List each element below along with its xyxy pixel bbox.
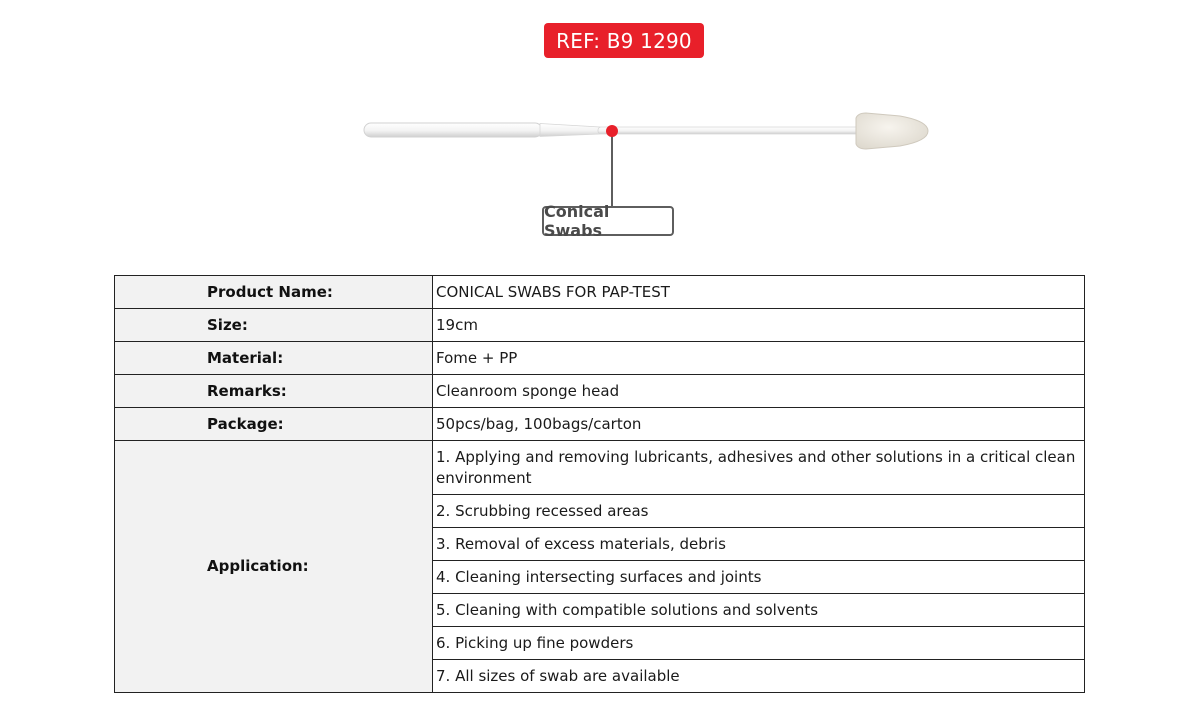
remarks-value: Cleanroom sponge head <box>433 375 1085 408</box>
package-value: 50pcs/bag, 100bags/carton <box>433 408 1085 441</box>
package-label: Package: <box>115 408 433 441</box>
application-item: 6. Picking up fine powders <box>433 627 1085 660</box>
application-item: 2. Scrubbing recessed areas <box>433 495 1085 528</box>
ref-badge: REF: B9 1290 <box>544 23 704 58</box>
product-name-value: CONICAL SWABS FOR PAP-TEST <box>433 276 1085 309</box>
material-label: Material: <box>115 342 433 375</box>
size-value: 19cm <box>433 309 1085 342</box>
table-row <box>115 342 1085 375</box>
swab-taper <box>540 124 600 137</box>
application-item: 1. Applying and removing lubricants, adhesives and other solutions in a critical clean environment <box>433 441 1085 495</box>
spec-table <box>114 275 1085 693</box>
table-row <box>115 375 1085 408</box>
application-item: 3. Removal of excess materials, debris <box>433 528 1085 561</box>
remarks-label: Remarks: <box>115 375 433 408</box>
application-item: 7. All sizes of swab are available <box>433 660 1085 693</box>
application-item: 5. Cleaning with compatible solutions and solvents <box>433 594 1085 627</box>
table-row <box>115 408 1085 441</box>
swab-shaft <box>598 127 860 134</box>
table-row <box>115 309 1085 342</box>
product-label: Conical Swabs <box>542 206 674 236</box>
application-label: Application: <box>115 441 433 693</box>
table-row <box>115 276 1085 309</box>
swab-handle <box>364 123 542 137</box>
swab-head <box>856 113 928 149</box>
material-value: Fome + PP <box>433 342 1085 375</box>
table-row <box>115 441 1085 495</box>
marker-dot <box>606 125 618 137</box>
product-name-label: Product Name: <box>115 276 433 309</box>
size-label: Size: <box>115 309 433 342</box>
application-item: 4. Cleaning intersecting surfaces and joints <box>433 561 1085 594</box>
